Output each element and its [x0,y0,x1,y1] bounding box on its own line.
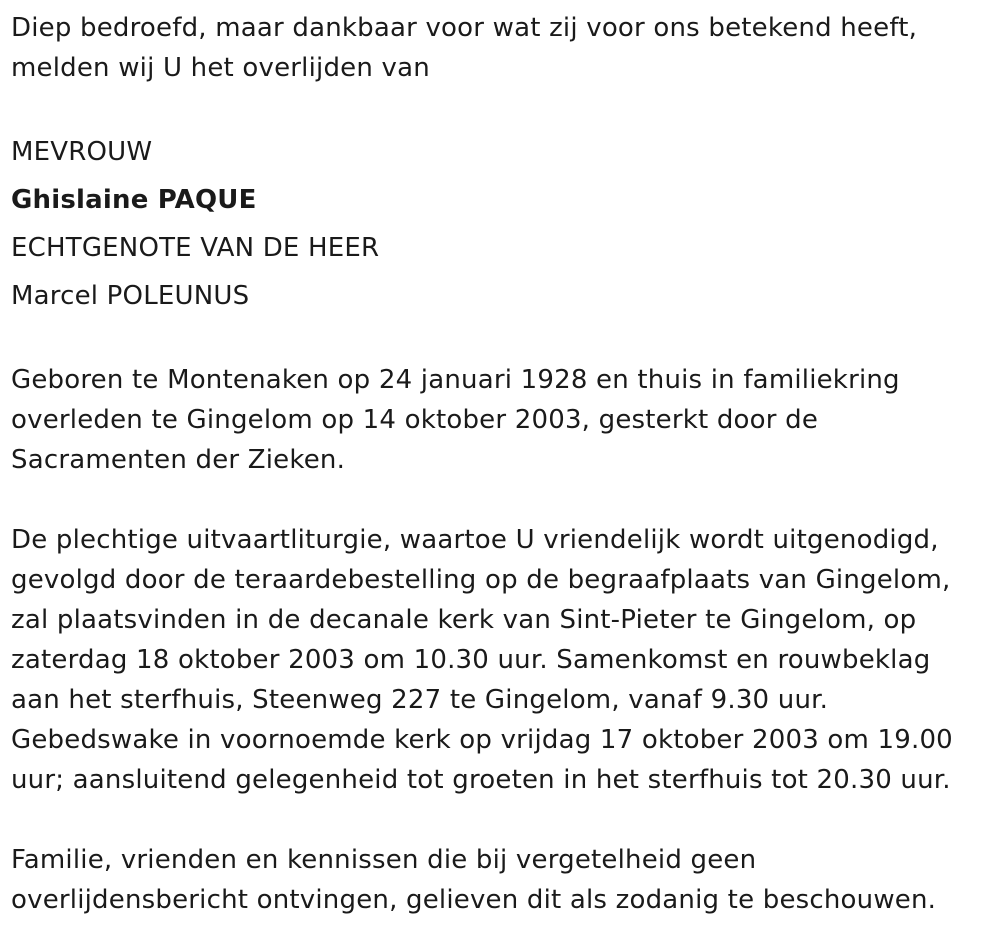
ceremony-line: De plechtige uitvaartliturgie, waartoe U vriendelijk wordt uitgenodigd, [11,525,939,555]
deceased-title: MEVROUW [11,137,153,167]
spacer [11,800,978,840]
spacer [11,480,978,520]
birth-death-line: overleden te Gingelom op 14 oktober 2003, gesterkt door de [11,405,819,435]
ceremony-line: uur; aansluitend gelegenheid tot groeten in het sterfhuis tot 20.30 uur. [11,765,951,795]
intro-paragraph [11,8,978,88]
ceremony-line: Gebedswake in voornoemde kerk op vrijdag 17 oktober 2003 om 19.00 [11,725,953,755]
deceased-relation: ECHTGENOTE VAN DE HEER [11,233,380,263]
ceremony-line: zaterdag 18 oktober 2003 om 10.30 uur. Samenkomst en rouwbeklag [11,645,931,675]
ceremony-line: gevolgd door de teraardebestelling op de begraafplaats van Gingelom, [11,565,951,595]
ceremony-paragraph [11,520,978,800]
birth-death-line: Geboren te Montenaken op 24 januari 1928 en thuis in familiekring [11,365,900,395]
closing-line: overlijdensbericht ontvingen, gelieven dit als zodanig te beschouwen. [11,885,937,915]
deceased-block [11,128,978,320]
deceased-name: Ghislaine PAQUE [11,185,257,215]
closing-paragraph [11,840,978,920]
intro-line: melden wij U het overlijden van [11,53,430,83]
spouse-name: Marcel POLEUNUS [11,281,250,311]
spacer [11,88,978,128]
ceremony-line: zal plaatsvinden in de decanale kerk van Sint-Pieter te Gingelom, op [11,605,917,635]
spacer [11,320,978,360]
ceremony-line: aan het sterfhuis, Steenweg 227 te Gingelom, vanaf 9.30 uur. [11,685,829,715]
intro-line: Diep bedroefd, maar dankbaar voor wat zij voor ons betekend heeft, [11,13,918,43]
closing-line: Familie, vrienden en kennissen die bij vergetelheid geen [11,845,757,875]
birth-death-line: Sacramenten der Zieken. [11,445,346,475]
birth-death-paragraph [11,360,978,480]
